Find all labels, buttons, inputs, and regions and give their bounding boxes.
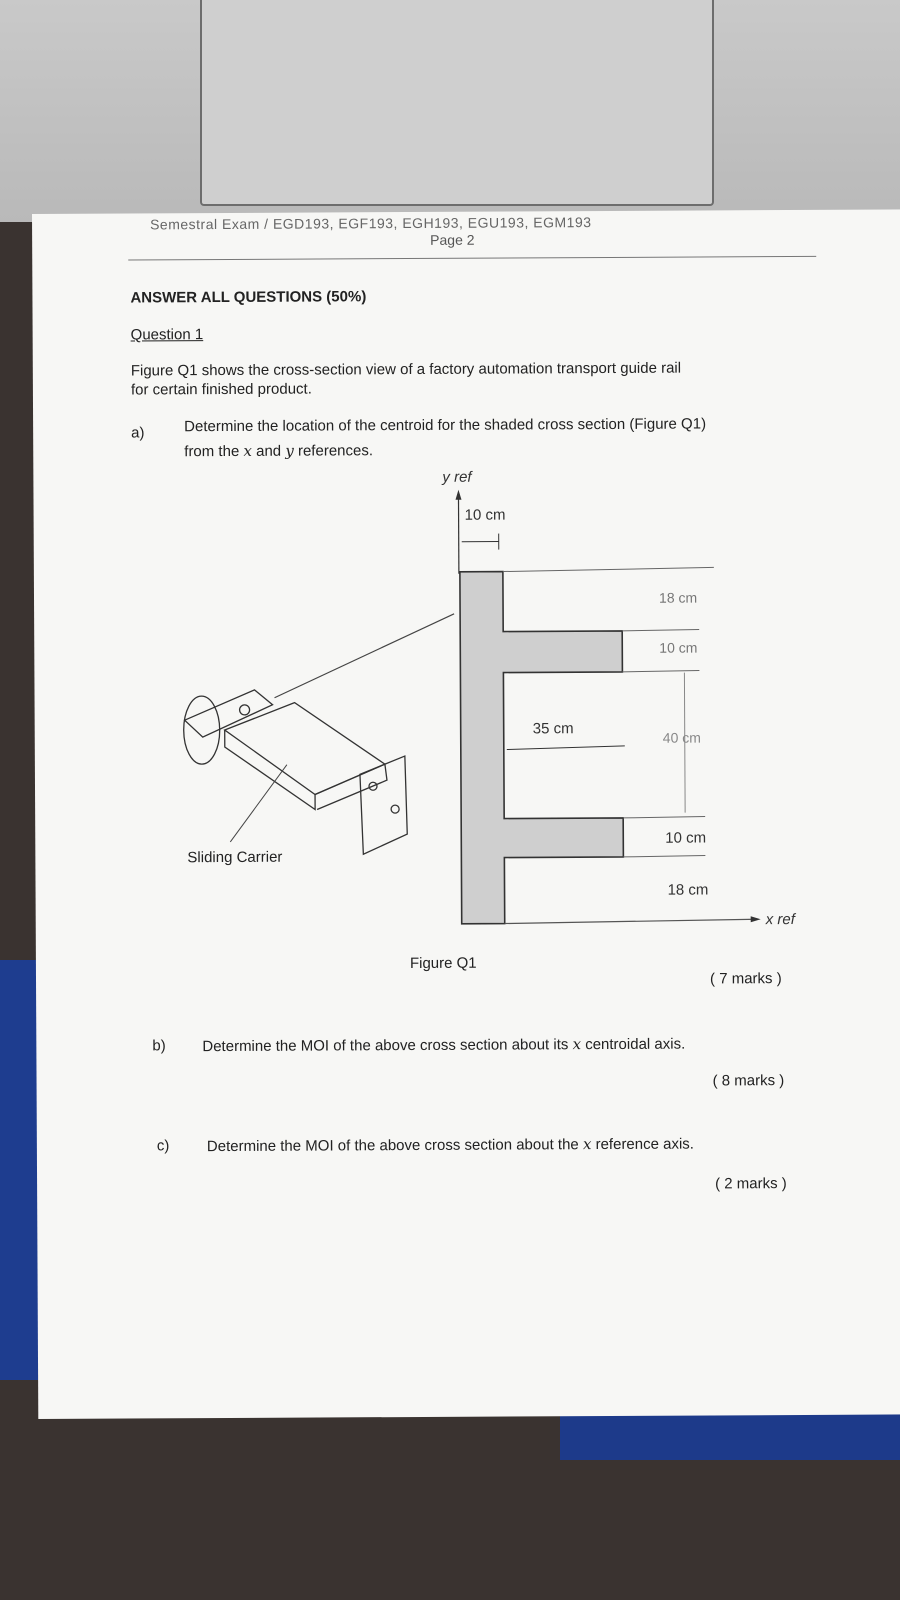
intro-line-1: Figure Q1 shows the cross-section view of a factory automation transport guide rail	[130, 359, 682, 380]
exam-header: Semestral Exam / EGD193, EGF193, EGH193, EGU193, EGM193	[150, 214, 592, 233]
dim-10-top-label: 10 cm	[464, 506, 506, 524]
part-c-label: c)	[156, 1137, 170, 1155]
lower-flange-top-extension	[623, 816, 705, 817]
leader-line-to-carrier	[230, 765, 287, 842]
dim-35-line	[507, 746, 625, 750]
shaded-cross-section	[460, 571, 624, 924]
y-ref-arrow	[455, 490, 461, 500]
dim-40-label: 40 cm	[662, 729, 701, 746]
laptop-touchpad	[200, 0, 714, 206]
question-title: Question 1	[130, 326, 204, 344]
dim-10-right-bottom-label: 10 cm	[665, 829, 707, 847]
x-ref-axis	[505, 919, 756, 923]
part-c-marks: ( 2 marks )	[715, 1175, 787, 1193]
part-c-text: Determine the MOI of the above cross section about the x reference axis.	[206, 1135, 695, 1156]
part-a-label: a)	[131, 424, 145, 442]
page-number: Page 2	[430, 231, 475, 248]
x-ref-arrow	[751, 916, 761, 922]
dim-18-bottom-label: 18 cm	[667, 881, 709, 899]
leader-line-to-section	[274, 614, 454, 698]
dim-18-top-label: 18 cm	[658, 589, 698, 606]
part-b-text: Determine the MOI of the above cross section about its x centroidal axis.	[202, 1035, 686, 1056]
part-b-label: b)	[152, 1037, 166, 1055]
intro-line-2: for certain finished product.	[130, 380, 312, 399]
figure-q1	[153, 462, 836, 986]
part-a-line-2: from the x and y references.	[184, 441, 374, 461]
y-ref-label: y ref	[442, 468, 472, 486]
background-fabric	[0, 960, 38, 1380]
header-rule	[128, 256, 816, 261]
x-variable: x	[572, 1035, 582, 1054]
flange-top-extension	[622, 630, 699, 631]
figure-caption: Figure Q1	[409, 954, 477, 973]
x-variable: x	[243, 441, 252, 460]
y-variable: y	[285, 441, 294, 460]
sliding-carrier-drawing	[183, 689, 407, 855]
part-a-line-1: Determine the location of the centroid for the shaded cross section (Figure Q1)	[184, 415, 707, 436]
part-b-marks: ( 8 marks )	[712, 1072, 785, 1090]
laptop-body	[0, 0, 900, 222]
dim-10-right-top-label: 10 cm	[659, 639, 698, 656]
x-variable: x	[582, 1135, 592, 1154]
lower-flange-bottom-extension	[623, 855, 705, 856]
section-heading: ANSWER ALL QUESTIONS (50%)	[130, 288, 367, 307]
exam-page	[32, 209, 900, 1419]
flange-bottom-extension	[622, 671, 699, 672]
top-extension-line	[503, 567, 714, 571]
x-ref-label: x ref	[765, 911, 795, 929]
part-a-marks: ( 7 marks )	[709, 970, 782, 988]
dim-35-label: 35 cm	[532, 720, 574, 738]
sliding-carrier-label: Sliding Carrier	[187, 848, 283, 867]
